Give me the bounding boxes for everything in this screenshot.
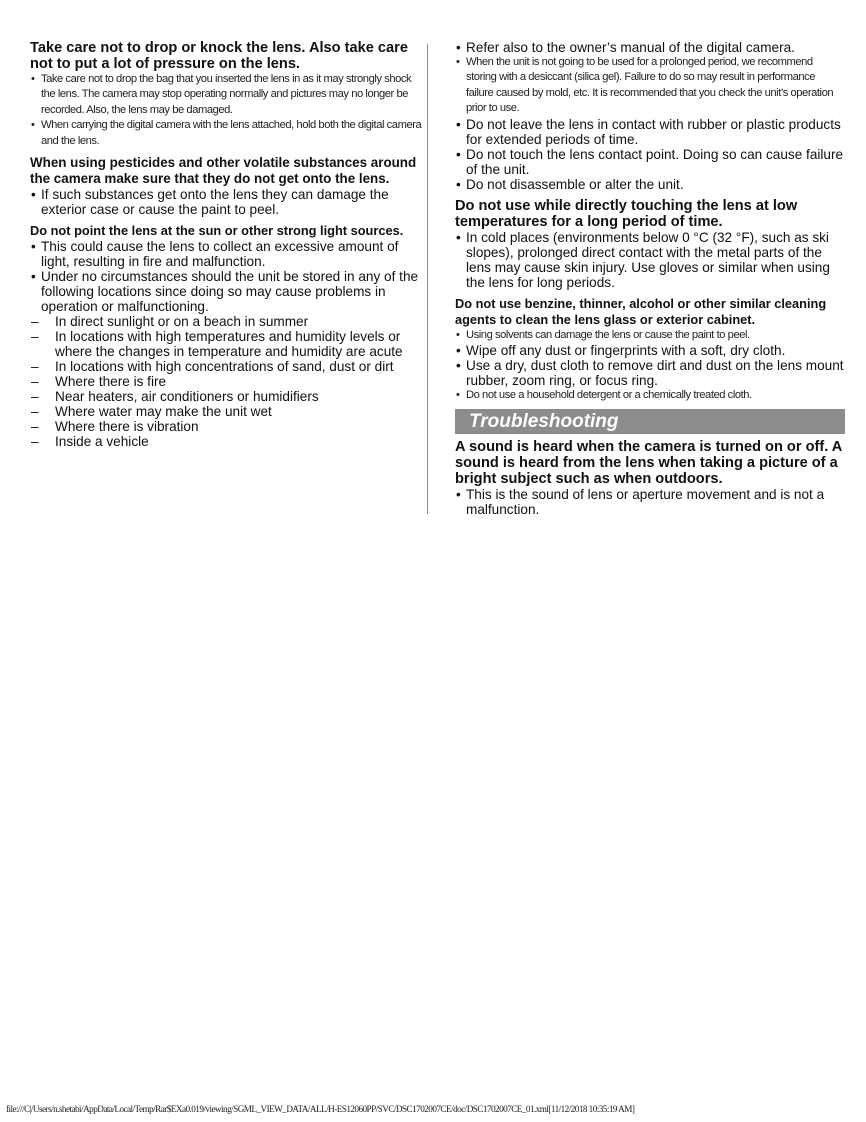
bullet-item: • When carrying the digital camera with the lens attached, hold both the digital camera and the lens. [30,118,422,149]
bullet-item: • Refer also to the owner’s manual of the digital camera. [455,40,845,55]
bullet-item: • Do not disassemble or alter the unit. [455,177,845,192]
dash-item: – Inside a vehicle [30,434,422,449]
bullet-item: • In cold places (environments below 0 °C (32 °F), such as ski slopes), prolonged direct contact with the metal parts of the lens may cause skin injury. Use gloves or similar when using the lens for long periods. [455,230,845,290]
bullet-item: • If such substances get onto the lens they can damage the exterior case or cause the paint to peel. [30,187,422,217]
bullet-item: • Take care not to drop the bag that you inserted the lens in as it may strongly shock the lens. The camera may stop operating normally and pictures may no longer be recorded. Also, the lens may be damaged. [30,72,422,118]
dash-item: – In locations with high temperatures and humidity levels or where the changes in temperature and humidity are acute [30,329,422,359]
section-heading-sun: Do not point the lens at the sun or other strong light sources. [30,223,404,239]
bullet-item: • Under no circumstances should the unit be stored in any of the following locations since doing so may cause problems in operation or malfunctioning. [30,269,422,314]
bullet-item: • Using solvents can damage the lens or cause the paint to peel. [455,328,845,343]
section-heading-sound: A sound is heard when the camera is turned on or off. A sound is heard from the lens when taking a picture of a bright subject such as when outdoors. [455,439,842,488]
dash-item: – Where water may make the unit wet [30,404,422,419]
section-heading-cleaning: Do not use benzine, thinner, alcohol or other similar cleaning agents to clean the lens glass or exterior cabinet. [455,295,827,327]
bullet-item: • Do not touch the lens contact point. Doing so can cause failure of the unit. [455,147,845,177]
dash-item: – In locations with high concentrations of sand, dust or dirt [30,359,422,374]
dash-item: – Where there is vibration [30,419,422,434]
column-divider [427,44,428,514]
dash-item: – Where there is fire [30,374,422,389]
section-heading-low-temperature: Do not use while directly touching the lens at low temperatures for a long period of time. [455,197,798,230]
bullet-item: • This could cause the lens to collect an excessive amount of light, resulting in fire and malfunction. [30,239,422,269]
bullet-item: • This is the sound of lens or aperture movement and is not a malfunction. [455,487,845,517]
section-heading-pesticides: When using pesticides and other volatile substances around the camera make sure that they do not get onto the lens. [30,155,417,187]
dash-item: – Near heaters, air conditioners or humidifiers [30,389,422,404]
right-column [455,40,845,517]
file-path-footer: file:///C|/Users/n.shetabi/AppData/Local/Temp/Rar$EXa0.019/viewing/SGML_VIEW_DATA/ALL/H-ES12060PP/SVC/DSC1702007CE/doc/DSC1702007CE_01.xml[11/12/2018 10:35:19 AM] [6,1104,635,1114]
left-column [30,40,422,449]
bullet-item: • Do not leave the lens in contact with rubber or plastic products for extended periods of time. [455,117,845,147]
section-heading-drop-knock: Take care not to drop or knock the lens. Also take care not to put a lot of pressure on the lens. [30,40,408,72]
dash-item: – In direct sunlight or on a beach in summer [30,314,422,329]
bullet-item: • Use a dry, dust cloth to remove dirt and dust on the lens mount rubber, zoom ring, or focus ring. [455,358,845,388]
bullet-item: • Wipe off any dust or fingerprints with a soft, dry cloth. [455,343,845,358]
bullet-item: • Do not use a household detergent or a chemically treated cloth. [455,388,845,403]
troubleshooting-section-bar: Troubleshooting [455,409,845,434]
bullet-item: • When the unit is not going to be used for a prolonged period, we recommend storing with a desiccant (silica gel). Failure to do so may result in performance failure caused by mold, etc. It is recommended that you check the unit’s operation prior to use. [455,55,845,117]
